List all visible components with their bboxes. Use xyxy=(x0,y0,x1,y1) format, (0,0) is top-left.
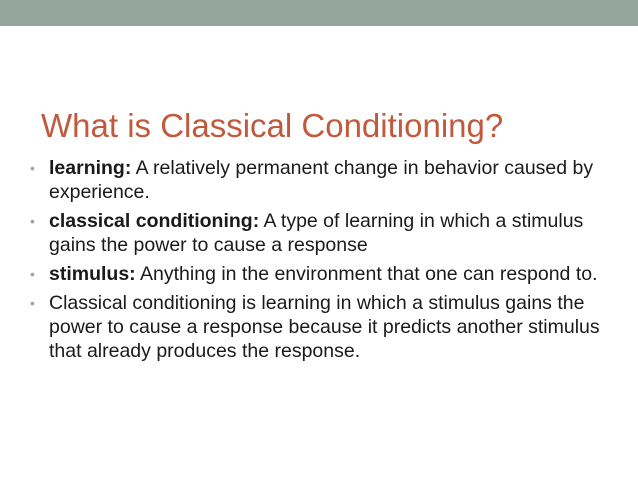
bullet-term: stimulus: xyxy=(49,263,136,285)
bullet-term: learning: xyxy=(49,157,132,179)
bullet-marker: • xyxy=(30,213,35,229)
bullet-text: Classical conditioning is learning in which a stimulus gains the power to cause a response because it predicts another stimulus that already produces the response. xyxy=(49,292,600,362)
bullet-text: A type of learning in which a stimulus gains the power to cause a response xyxy=(49,210,584,256)
slide-title: What is Classical Conditioning? xyxy=(41,107,504,144)
bullet-item-stimulus xyxy=(30,262,610,286)
bullet-item-learning xyxy=(30,156,610,204)
bullet-term: classical conditioning: xyxy=(49,210,260,232)
bullet-item-definition xyxy=(30,291,610,363)
slide-top-bar xyxy=(0,0,638,26)
bullet-text: Anything in the environment that one can respond to. xyxy=(135,263,598,285)
bullet-list xyxy=(30,156,610,368)
bullet-marker: • xyxy=(30,160,35,176)
bullet-marker: • xyxy=(30,266,35,282)
bullet-item-classical-conditioning xyxy=(30,209,610,257)
bullet-text: A relatively permanent change in behavior caused by experience. xyxy=(49,157,594,203)
bullet-marker: • xyxy=(30,295,35,311)
